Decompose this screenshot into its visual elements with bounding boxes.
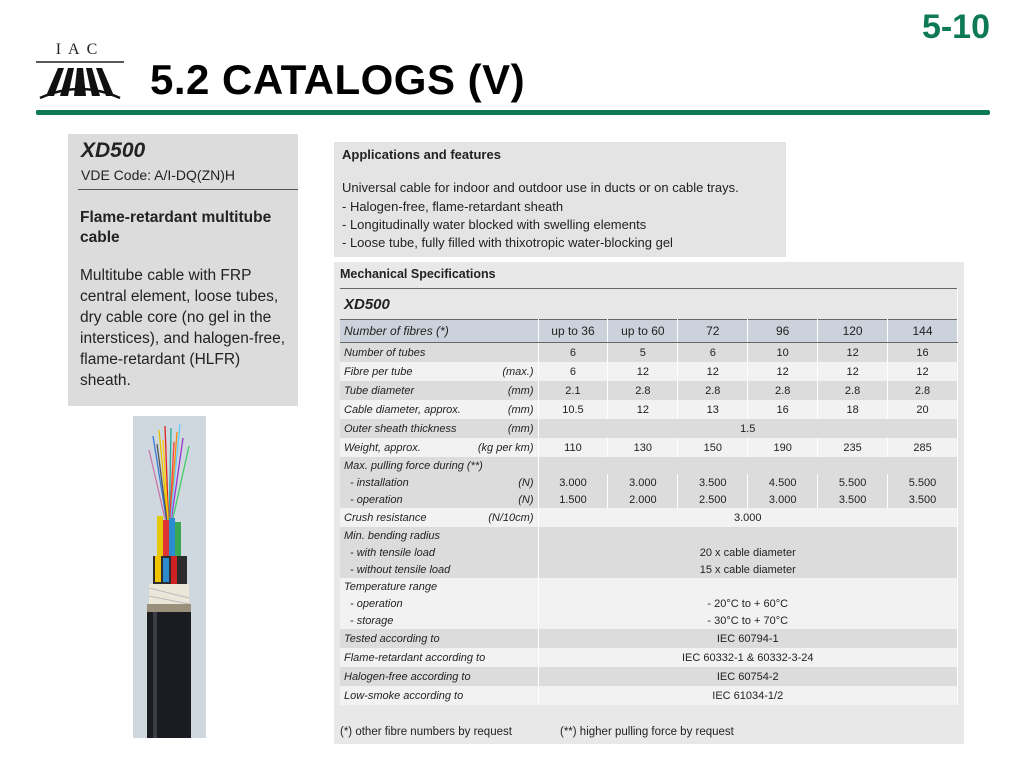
table-model: XD500 xyxy=(340,289,958,320)
header-cell: 144 xyxy=(888,320,958,343)
table-cell: 12 xyxy=(608,362,678,381)
row-unit: (N) xyxy=(518,493,534,506)
row-label: Tube diameter xyxy=(344,384,415,397)
table-cell: 2.8 xyxy=(678,381,748,400)
table-cell: 5.500 xyxy=(888,474,958,491)
table-cell: 1.5 xyxy=(538,419,958,438)
footnote-fibres: (*) other fibre numbers by request xyxy=(340,726,512,738)
row-label: - without tensile load xyxy=(340,561,538,578)
row-label: Crush resistance xyxy=(344,511,427,524)
slide-title: 5.2 CATALOGS (V) xyxy=(150,56,526,103)
table-cell: 12 xyxy=(818,362,888,381)
row-unit: (max.) xyxy=(502,365,534,378)
list-item: - Halogen-free, flame-retardant sheath xyxy=(342,199,564,214)
table-cell: 20 xyxy=(888,400,958,419)
table-cell: 130 xyxy=(608,438,678,457)
table-row xyxy=(340,561,958,578)
applications-heading: Applications and features xyxy=(342,147,501,162)
table-cell: 2.8 xyxy=(608,381,678,400)
row-label: - operation xyxy=(340,595,538,612)
table-cell: IEC 60332-1 & 60332-3-24 xyxy=(538,648,958,667)
table-row xyxy=(340,648,958,667)
table-row xyxy=(340,527,958,544)
table-cell: 5 xyxy=(608,343,678,363)
header-cell: 96 xyxy=(748,320,818,343)
table-cell: 12 xyxy=(818,343,888,363)
table-row xyxy=(340,289,958,320)
table-cell: IEC 61034-1/2 xyxy=(538,686,958,705)
table-cell: 3.000 xyxy=(538,474,608,491)
logo-text: IAC xyxy=(55,41,105,58)
table-cell: 6 xyxy=(678,343,748,363)
row-label: - storage xyxy=(340,612,538,629)
table-cell: 3.000 xyxy=(748,491,818,508)
table-row xyxy=(340,508,958,527)
row-unit: (kg per km) xyxy=(477,441,534,454)
table-row xyxy=(340,612,958,629)
table-row xyxy=(340,578,958,595)
header-label: Number of fibres (*) xyxy=(340,320,538,343)
row-label: Temperature range xyxy=(340,578,538,595)
product-heading: Flame-retardant multitube cable xyxy=(80,209,272,246)
spec-table xyxy=(340,288,958,705)
row-label: Number of tubes xyxy=(344,346,426,359)
table-row xyxy=(340,544,958,561)
table-row xyxy=(340,362,958,381)
table-cell: 3.000 xyxy=(538,508,958,527)
table-cell: 20 x cable diameter xyxy=(538,544,958,561)
table-row xyxy=(340,343,958,363)
table-cell: - 30°C to + 70°C xyxy=(538,612,958,629)
iac-logo xyxy=(36,38,124,116)
table-row xyxy=(340,491,958,508)
row-label: Halogen-free according to xyxy=(340,667,538,686)
row-label: Cable diameter, approx. xyxy=(344,403,461,416)
row-label: Fibre per tube xyxy=(344,365,413,378)
table-cell: 6 xyxy=(538,362,608,381)
table-row xyxy=(340,438,958,457)
table-row xyxy=(340,381,958,400)
row-label: Tested according to xyxy=(340,629,538,648)
table-row xyxy=(340,595,958,612)
row-unit: (N/10cm) xyxy=(488,511,534,524)
applications-list xyxy=(342,198,673,252)
row-unit: (mm) xyxy=(507,384,534,397)
table-cell: 3.500 xyxy=(818,491,888,508)
vde-code: VDE Code: A/I-DQ(ZN)H xyxy=(81,167,236,183)
mechanical-heading: Mechanical Specifications xyxy=(340,267,496,281)
table-row xyxy=(340,400,958,419)
product-card xyxy=(68,134,298,406)
row-label: Flame-retardant according to xyxy=(340,648,538,667)
table-cell: 10.5 xyxy=(538,400,608,419)
card-divider xyxy=(78,189,298,190)
header-cell: up to 60 xyxy=(608,320,678,343)
table-cell: 4.500 xyxy=(748,474,818,491)
table-cell: 6 xyxy=(538,343,608,363)
title-divider xyxy=(36,110,990,115)
list-item: - Loose tube, fully filled with thixotropic water-blocking gel xyxy=(342,235,673,250)
table-cell: 2.8 xyxy=(888,381,958,400)
row-label: Low-smoke according to xyxy=(340,686,538,705)
product-description: Multitube cable with FRP central element, loose tubes, dry cable core (no gel in the interstices), and halogen-free, flame-retardant (HLFR) sheath. xyxy=(80,267,286,389)
table-cell: 2.8 xyxy=(818,381,888,400)
table-cell: 15 x cable diameter xyxy=(538,561,958,578)
row-label: - with tensile load xyxy=(340,544,538,561)
table-cell: 3.000 xyxy=(608,474,678,491)
table-cell: 5.500 xyxy=(818,474,888,491)
table-cell: 13 xyxy=(678,400,748,419)
table-cell: IEC 60794-1 xyxy=(538,629,958,648)
applications-panel xyxy=(334,142,786,257)
row-unit: (mm) xyxy=(507,403,534,416)
table-cell: 12 xyxy=(748,362,818,381)
table-row xyxy=(340,629,958,648)
table-cell: 12 xyxy=(608,400,678,419)
header-cell: 72 xyxy=(678,320,748,343)
row-label: Weight, approx. xyxy=(344,441,421,454)
slide-number: 5-10 xyxy=(921,8,990,46)
cable-photo xyxy=(133,416,206,738)
table-row xyxy=(340,419,958,438)
row-label: Min. bending radius xyxy=(340,527,538,544)
header-cell: up to 36 xyxy=(538,320,608,343)
table-cell: 2.500 xyxy=(678,491,748,508)
mechanical-spec-panel xyxy=(334,262,964,744)
table-row xyxy=(340,686,958,705)
table-cell: 12 xyxy=(888,362,958,381)
row-label: Max. pulling force during (**) xyxy=(340,457,538,474)
table-cell: 2.000 xyxy=(608,491,678,508)
list-item: - Longitudinally water blocked with swelling elements xyxy=(342,217,647,232)
table-cell: 12 xyxy=(678,362,748,381)
table-cell: 190 xyxy=(748,438,818,457)
table-cell: 150 xyxy=(678,438,748,457)
table-cell: - 20°C to + 60°C xyxy=(538,595,958,612)
table-header-row xyxy=(340,320,958,343)
table-row xyxy=(340,667,958,686)
row-label: - operation xyxy=(350,493,403,506)
table-cell: 2.1 xyxy=(538,381,608,400)
table-cell: 16 xyxy=(888,343,958,363)
table-cell: 10 xyxy=(748,343,818,363)
table-cell: 1.500 xyxy=(538,491,608,508)
table-row xyxy=(340,457,958,474)
row-label: Outer sheath thickness xyxy=(344,422,457,435)
table-cell: 110 xyxy=(538,438,608,457)
table-cell: IEC 60754-2 xyxy=(538,667,958,686)
table-cell: 235 xyxy=(818,438,888,457)
table-row xyxy=(340,474,958,491)
table-cell: 18 xyxy=(818,400,888,419)
row-unit: (N) xyxy=(518,476,534,489)
table-cell: 3.500 xyxy=(888,491,958,508)
header-cell: 120 xyxy=(818,320,888,343)
product-model: XD500 xyxy=(81,139,146,162)
footnote-pulling: (**) higher pulling force by request xyxy=(560,726,734,738)
row-unit: (mm) xyxy=(507,422,534,435)
table-cell: 285 xyxy=(888,438,958,457)
applications-intro: Universal cable for indoor and outdoor use in ducts or on cable trays. xyxy=(342,180,739,195)
row-label: - installation xyxy=(350,476,409,489)
table-cell: 16 xyxy=(748,400,818,419)
table-cell: 2.8 xyxy=(748,381,818,400)
table-cell: 3.500 xyxy=(678,474,748,491)
